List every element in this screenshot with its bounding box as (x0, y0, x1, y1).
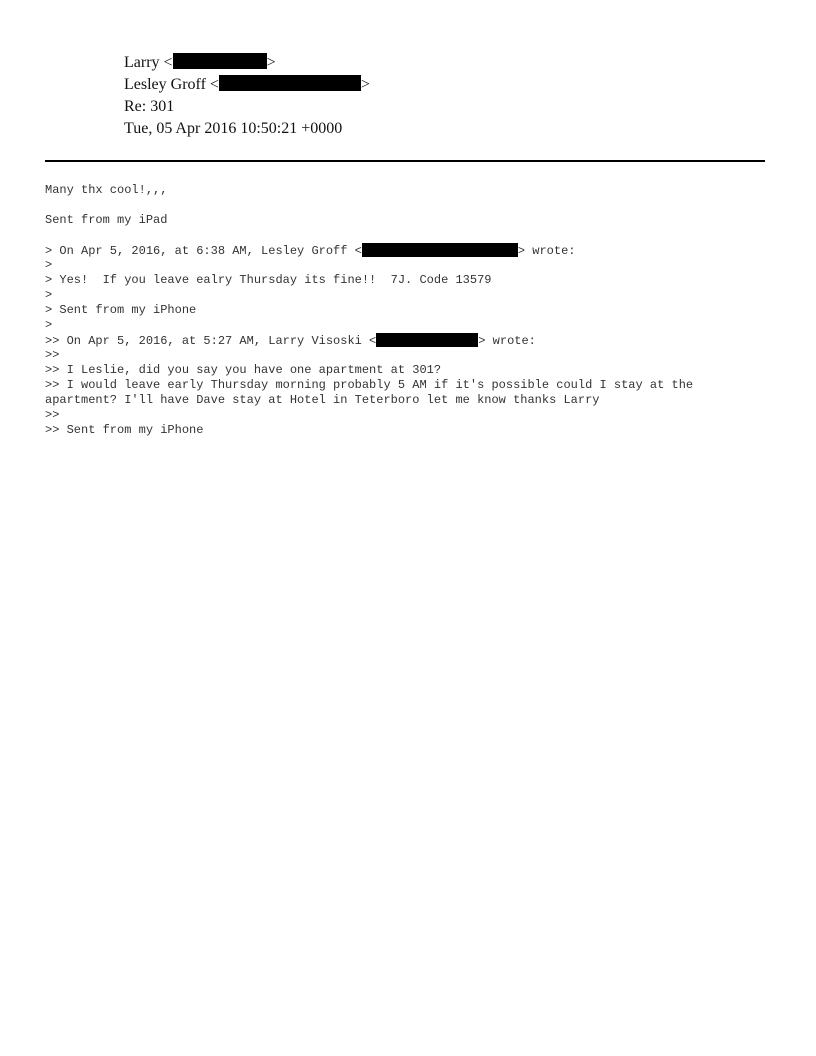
from-name: Larry < (124, 54, 173, 71)
quote-marker: > (45, 318, 53, 332)
quote-marker: >> (45, 408, 60, 422)
redaction-block (173, 53, 267, 69)
from-close: > (266, 54, 276, 71)
to-close: > (360, 76, 370, 93)
to-name: Lesley Groff < (124, 76, 219, 93)
to-value (124, 74, 370, 96)
quote-marker: >> (45, 348, 60, 362)
quote2-line2: >> I would leave early Thursday morning probably 5 AM if it's possible could I stay at the apartment? I'll have Dave stay at Hotel in Teterboro let me know thanks Larry (45, 378, 701, 407)
email-body (45, 183, 765, 438)
header-divider (45, 160, 765, 162)
quote2-signature: >> Sent from my iPhone (45, 423, 204, 437)
reply-text: Many thx cool!,,, (45, 183, 168, 197)
signature-ipad: Sent from my iPad (45, 213, 168, 227)
quote-marker: > (45, 258, 53, 272)
quote1-suffix: > wrote: (517, 244, 576, 258)
quote2-suffix: > wrote: (478, 334, 536, 348)
from-value (124, 52, 276, 74)
redaction-block (376, 333, 478, 347)
quote-marker: > (45, 288, 53, 302)
quote1-signature: > Sent from my iPhone (45, 303, 197, 317)
blank-line (45, 228, 765, 243)
date-value: Tue, 05 Apr 2016 10:50:21 +0000 (124, 120, 343, 137)
quote2-prefix: >> On Apr 5, 2016, at 5:27 AM, Larry Visoski < (45, 334, 377, 348)
quote2-attribution (45, 333, 765, 348)
quote2-line1: >> I Leslie, did you say you have one apartment at 301? (45, 363, 442, 377)
quote1-text: > Yes! If you leave ealry Thursday its fine!! 7J. Code 13579 (45, 273, 492, 287)
quote1-prefix: > On Apr 5, 2016, at 6:38 AM, Lesley Groff < (45, 244, 362, 258)
quote1-attribution (45, 243, 765, 258)
redaction-block (362, 243, 518, 257)
redaction-block (219, 75, 361, 91)
subject-value: Re: 301 (124, 98, 175, 115)
blank-line (45, 198, 765, 213)
